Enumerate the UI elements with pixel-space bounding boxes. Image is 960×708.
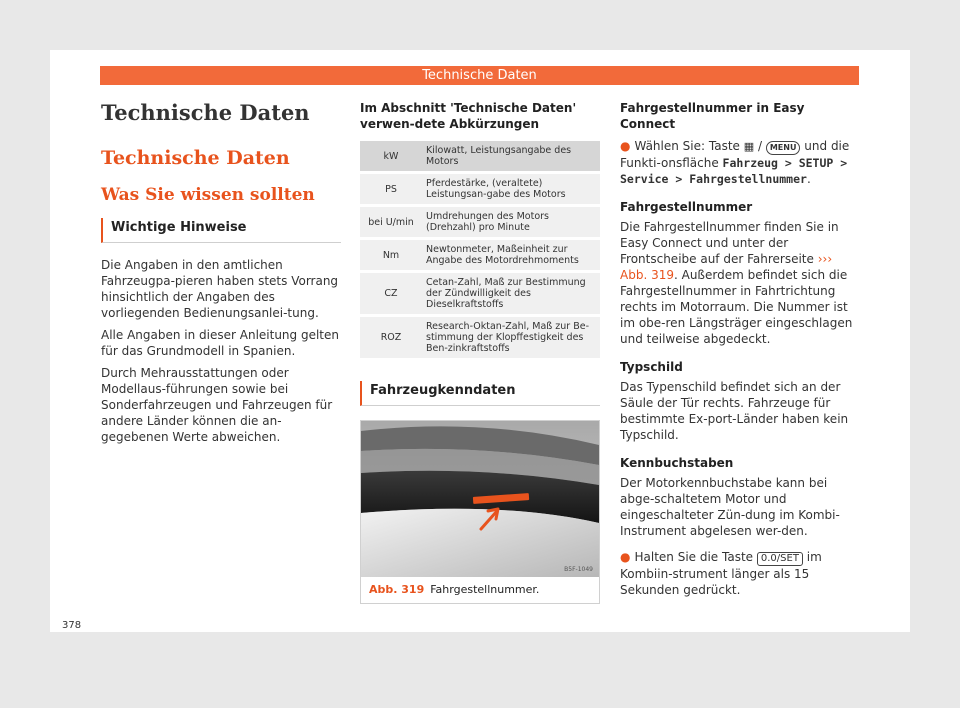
table-row (360, 174, 600, 204)
paragraph: Durch Mehrausstattungen oder Modellaus-führungen sowie bei Sonderfahrzeugen und Fahrzeugen für andere Länder können die an-gegebenen Werte abweichen. (101, 366, 333, 444)
figure-caption-text: Fahrgestellnummer. (430, 583, 540, 596)
figure (360, 420, 600, 604)
heading-easy-connect: Fahrgestellnummer in Easy Connect (620, 101, 805, 131)
paragraph: Der Motorkennbuchstabe kann bei abge-schaltetem Motor und eingeschalteter Zün-dung im Kombi-Instrument abgelesen wer-den. (620, 476, 840, 538)
column-right (620, 100, 860, 598)
bullet-icon: ● (620, 139, 631, 153)
desc-cell: Umdrehungen des Motors (Drehzahl) pro Minute (422, 207, 600, 237)
abbr-cell: PS (360, 174, 422, 204)
set-key: 0.0/SET (757, 552, 803, 566)
heading-vin: Fahrgestellnummer (620, 200, 753, 214)
table-row (360, 240, 600, 270)
header-bar: Technische Daten (100, 66, 859, 85)
section-title: Technische Daten (101, 147, 290, 169)
table-title: Im Abschnitt 'Technische Daten' verwen-dete Abkürzungen (360, 101, 577, 131)
desc-cell: Cetan-Zahl, Maß zur Bestimmung der Zündwilligkeit des Dieselkraftstoffs (422, 273, 600, 314)
menu-key: MENU (766, 141, 801, 155)
paragraph (620, 219, 860, 347)
footer-band (50, 632, 910, 658)
subsection-title: Was Sie wissen sollten (101, 185, 315, 205)
text: / (757, 139, 763, 153)
paragraph: Das Typenschild befindet sich an der Säule der Tür rechts. Fahrzeuge für bestimmte Ex-port-Länder haben kein Typschild. (620, 380, 849, 442)
paragraph: Die Angaben in den amtlichen Fahrzeugpa-pieren haben stets Vorrang hinsichtlich der Angaben des vorliegenden Bedienungsanlei-tung. (101, 258, 339, 320)
desc-cell: Kilowatt, Leistungsangabe des Motors (422, 141, 600, 171)
heading-engine-code: Kennbuchstaben (620, 456, 734, 470)
text: im Kombiin-strument länger als 15 Sekunden gedrückt. (620, 550, 822, 597)
heading-type-plate: Typschild (620, 360, 683, 374)
table-row (360, 207, 600, 237)
apps-key-icon: ▦ (743, 140, 755, 153)
topic-heading: Fahrzeugkenndaten (360, 381, 600, 406)
topic-heading: Wichtige Hinweise (101, 218, 341, 243)
chapter-title: Technische Daten (101, 100, 310, 125)
instruction-step (620, 549, 860, 598)
instruction-step (620, 138, 860, 187)
abbr-cell: CZ (360, 273, 422, 314)
figure-reference-link[interactable]: ››› Abb. 319 (620, 252, 833, 282)
menu-path: Fahrzeug > SETUP > Service > Fahrgestellnummer (620, 156, 848, 186)
text: Die Fahrgestellnummer finden Sie in Easy Connect und unter der Frontscheibe auf der Fahrerseite (620, 220, 839, 266)
table-row (360, 317, 600, 358)
table-row (360, 273, 600, 314)
column-left (101, 100, 341, 445)
figure-caption (361, 577, 599, 603)
column-middle (360, 100, 600, 604)
desc-cell: Research-Oktan-Zahl, Maß zur Be-stimmung der Klopffestigkeit des Ben-zinkraftstoffs (422, 317, 600, 358)
text: . Außerdem befindet sich die Fahrgestellnummer in Fahrtrichtung rechts im Motorraum. Die Nummer ist im obe-ren Längsträger eingeschlagen und teilweise abgedeckt. (620, 268, 853, 346)
table-row (360, 141, 600, 171)
figure-code: B5F-1049 (564, 566, 593, 573)
abbr-cell: kW (360, 141, 422, 171)
abbr-cell: bei U/min (360, 207, 422, 237)
abbreviation-table (360, 138, 600, 361)
abbr-cell: Nm (360, 240, 422, 270)
figure-label: Abb. 319 (369, 583, 425, 596)
bullet-icon: ● (620, 550, 631, 564)
text: Wählen Sie: Taste (634, 139, 740, 153)
windshield-vin-illustration (361, 421, 599, 577)
text: . (806, 172, 811, 186)
paragraph: Alle Angaben in dieser Anleitung gelten für das Grundmodell in Spanien. (101, 328, 339, 358)
text: und die Funkti-onsfläche (620, 139, 850, 170)
desc-cell: Newtonmeter, Maßeinheit zur Angabe des Motordrehmoments (422, 240, 600, 270)
desc-cell: Pferdestärke, (veraltete) Leistungsan-gabe des Motors (422, 174, 600, 204)
page-number: 378 (62, 620, 82, 631)
abbr-cell: ROZ (360, 317, 422, 358)
text: Halten Sie die Taste (634, 550, 754, 564)
